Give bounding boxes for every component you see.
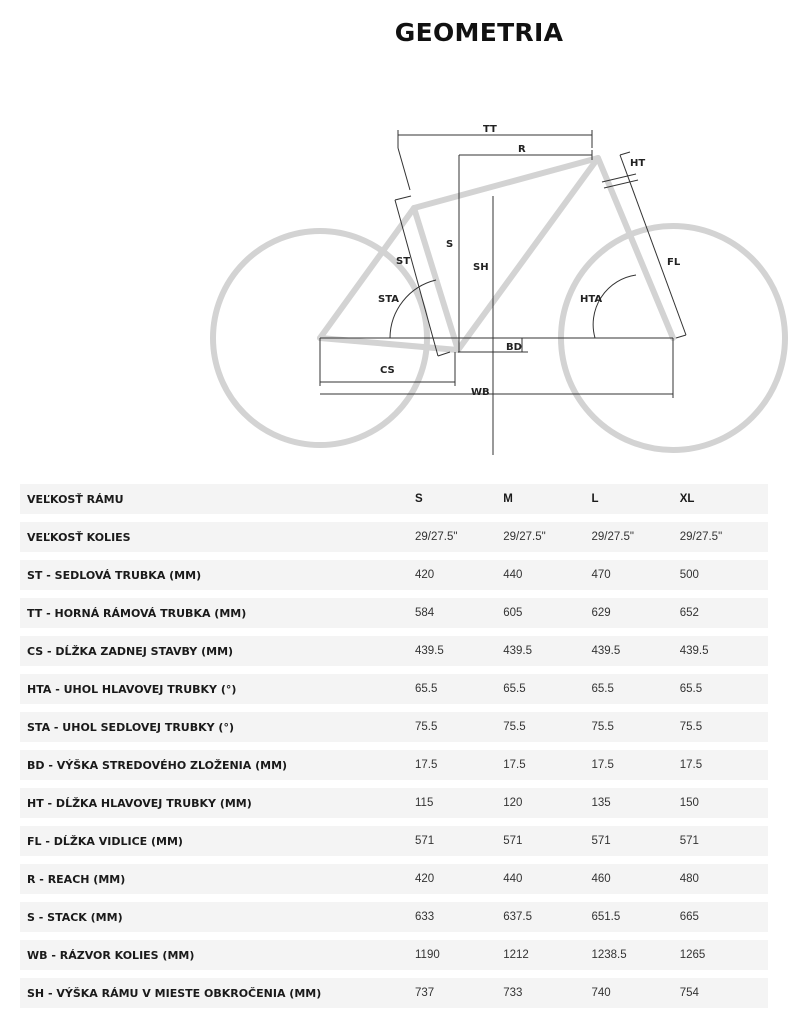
- cell-value: 637.5: [503, 902, 591, 932]
- row-label: STA - UHOL SEDLOVEJ TRUBKY (°): [20, 712, 415, 742]
- cell-value: 75.5: [415, 712, 503, 742]
- cell-value: 439.5: [415, 636, 503, 666]
- cell-value: 439.5: [591, 636, 679, 666]
- row-label: CS - DĹŽKA ZADNEJ STAVBY (MM): [20, 636, 415, 666]
- bike-geometry-diagram: [0, 110, 803, 470]
- cell-value: 629: [591, 598, 679, 628]
- cell-value: 571: [415, 826, 503, 856]
- cell-value: 75.5: [591, 712, 679, 742]
- row-label: TT - HORNÁ RÁMOVÁ TRUBKA (MM): [20, 598, 415, 628]
- row-label: FL - DĹŽKA VIDLICE (MM): [20, 826, 415, 856]
- table-row: [20, 598, 768, 628]
- cell-value: 29/27.5": [503, 522, 591, 552]
- label-tt: TT: [483, 124, 497, 135]
- label-ht: HT: [630, 158, 646, 169]
- cell-value: 1212: [503, 940, 591, 970]
- row-label: S - STACK (MM): [20, 902, 415, 932]
- label-sta: STA: [378, 294, 399, 305]
- label-st: ST: [396, 256, 411, 267]
- label-bd: BD: [506, 342, 522, 353]
- cell-value: 740: [591, 978, 679, 1008]
- cell-value: 470: [591, 560, 679, 590]
- cell-value: 500: [680, 560, 768, 590]
- cell-value: 65.5: [415, 674, 503, 704]
- size-xl: XL: [680, 484, 768, 514]
- table-row: [20, 674, 768, 704]
- row-label: VEĽKOSŤ KOLIES: [20, 522, 415, 552]
- cell-value: 150: [680, 788, 768, 818]
- row-label: HTA - UHOL HLAVOVEJ TRUBKY (°): [20, 674, 415, 704]
- table-row: [20, 788, 768, 818]
- label-fl: FL: [667, 257, 681, 268]
- label-cs: CS: [380, 365, 395, 376]
- table-header-row: [20, 484, 768, 514]
- size-s: S: [415, 484, 503, 514]
- label-wb: WB: [471, 387, 490, 398]
- table-row: [20, 560, 768, 590]
- table-row: [20, 978, 768, 1008]
- row-label: R - REACH (MM): [20, 864, 415, 894]
- row-label: BD - VÝŠKA STREDOVÉHO ZLOŽENIA (MM): [20, 750, 415, 780]
- cell-value: 439.5: [503, 636, 591, 666]
- cell-value: 440: [503, 560, 591, 590]
- cell-value: 120: [503, 788, 591, 818]
- cell-value: 652: [680, 598, 768, 628]
- cell-value: 480: [680, 864, 768, 894]
- cell-value: 17.5: [415, 750, 503, 780]
- table-row: [20, 712, 768, 742]
- cell-value: 65.5: [503, 674, 591, 704]
- page-title: GEOMETRIA: [394, 18, 564, 47]
- cell-value: 440: [503, 864, 591, 894]
- label-hta: HTA: [580, 294, 603, 305]
- table-row: [20, 826, 768, 856]
- geometry-table: [20, 476, 768, 1016]
- size-m: M: [503, 484, 591, 514]
- cell-value: 1265: [680, 940, 768, 970]
- label-s: S: [446, 239, 454, 250]
- cell-value: 420: [415, 560, 503, 590]
- cell-value: 733: [503, 978, 591, 1008]
- cell-value: 29/27.5": [591, 522, 679, 552]
- row-label: HT - DĹŽKA HLAVOVEJ TRUBKY (MM): [20, 788, 415, 818]
- cell-value: 75.5: [503, 712, 591, 742]
- cell-value: 754: [680, 978, 768, 1008]
- label-sh: SH: [473, 262, 489, 273]
- cell-value: 65.5: [591, 674, 679, 704]
- bike-frame: [320, 158, 673, 350]
- cell-value: 29/27.5": [415, 522, 503, 552]
- cell-value: 65.5: [680, 674, 768, 704]
- cell-value: 17.5: [503, 750, 591, 780]
- row-label: WB - RÁZVOR KOLIES (MM): [20, 940, 415, 970]
- cell-value: 420: [415, 864, 503, 894]
- cell-value: 460: [591, 864, 679, 894]
- cell-value: 605: [503, 598, 591, 628]
- cell-value: 115: [415, 788, 503, 818]
- table-row: [20, 636, 768, 666]
- cell-value: 1238.5: [591, 940, 679, 970]
- cell-value: 1190: [415, 940, 503, 970]
- cell-value: 665: [680, 902, 768, 932]
- table-row: [20, 902, 768, 932]
- cell-value: 75.5: [680, 712, 768, 742]
- cell-value: 29/27.5": [680, 522, 768, 552]
- table-row: [20, 750, 768, 780]
- row-label: SH - VÝŠKA RÁMU V MIESTE OBKROČENIA (MM): [20, 978, 415, 1008]
- row-label: ST - SEDLOVÁ TRUBKA (MM): [20, 560, 415, 590]
- cell-value: 633: [415, 902, 503, 932]
- cell-value: 17.5: [591, 750, 679, 780]
- cell-value: 571: [503, 826, 591, 856]
- label-r: R: [518, 144, 526, 155]
- table-row: [20, 864, 768, 894]
- table-row: [20, 940, 768, 970]
- cell-value: 584: [415, 598, 503, 628]
- table-row: [20, 522, 768, 552]
- cell-value: 571: [680, 826, 768, 856]
- size-l: L: [591, 484, 679, 514]
- header-label: VEĽKOSŤ RÁMU: [20, 484, 415, 514]
- cell-value: 17.5: [680, 750, 768, 780]
- cell-value: 651.5: [591, 902, 679, 932]
- cell-value: 439.5: [680, 636, 768, 666]
- cell-value: 737: [415, 978, 503, 1008]
- cell-value: 135: [591, 788, 679, 818]
- cell-value: 571: [591, 826, 679, 856]
